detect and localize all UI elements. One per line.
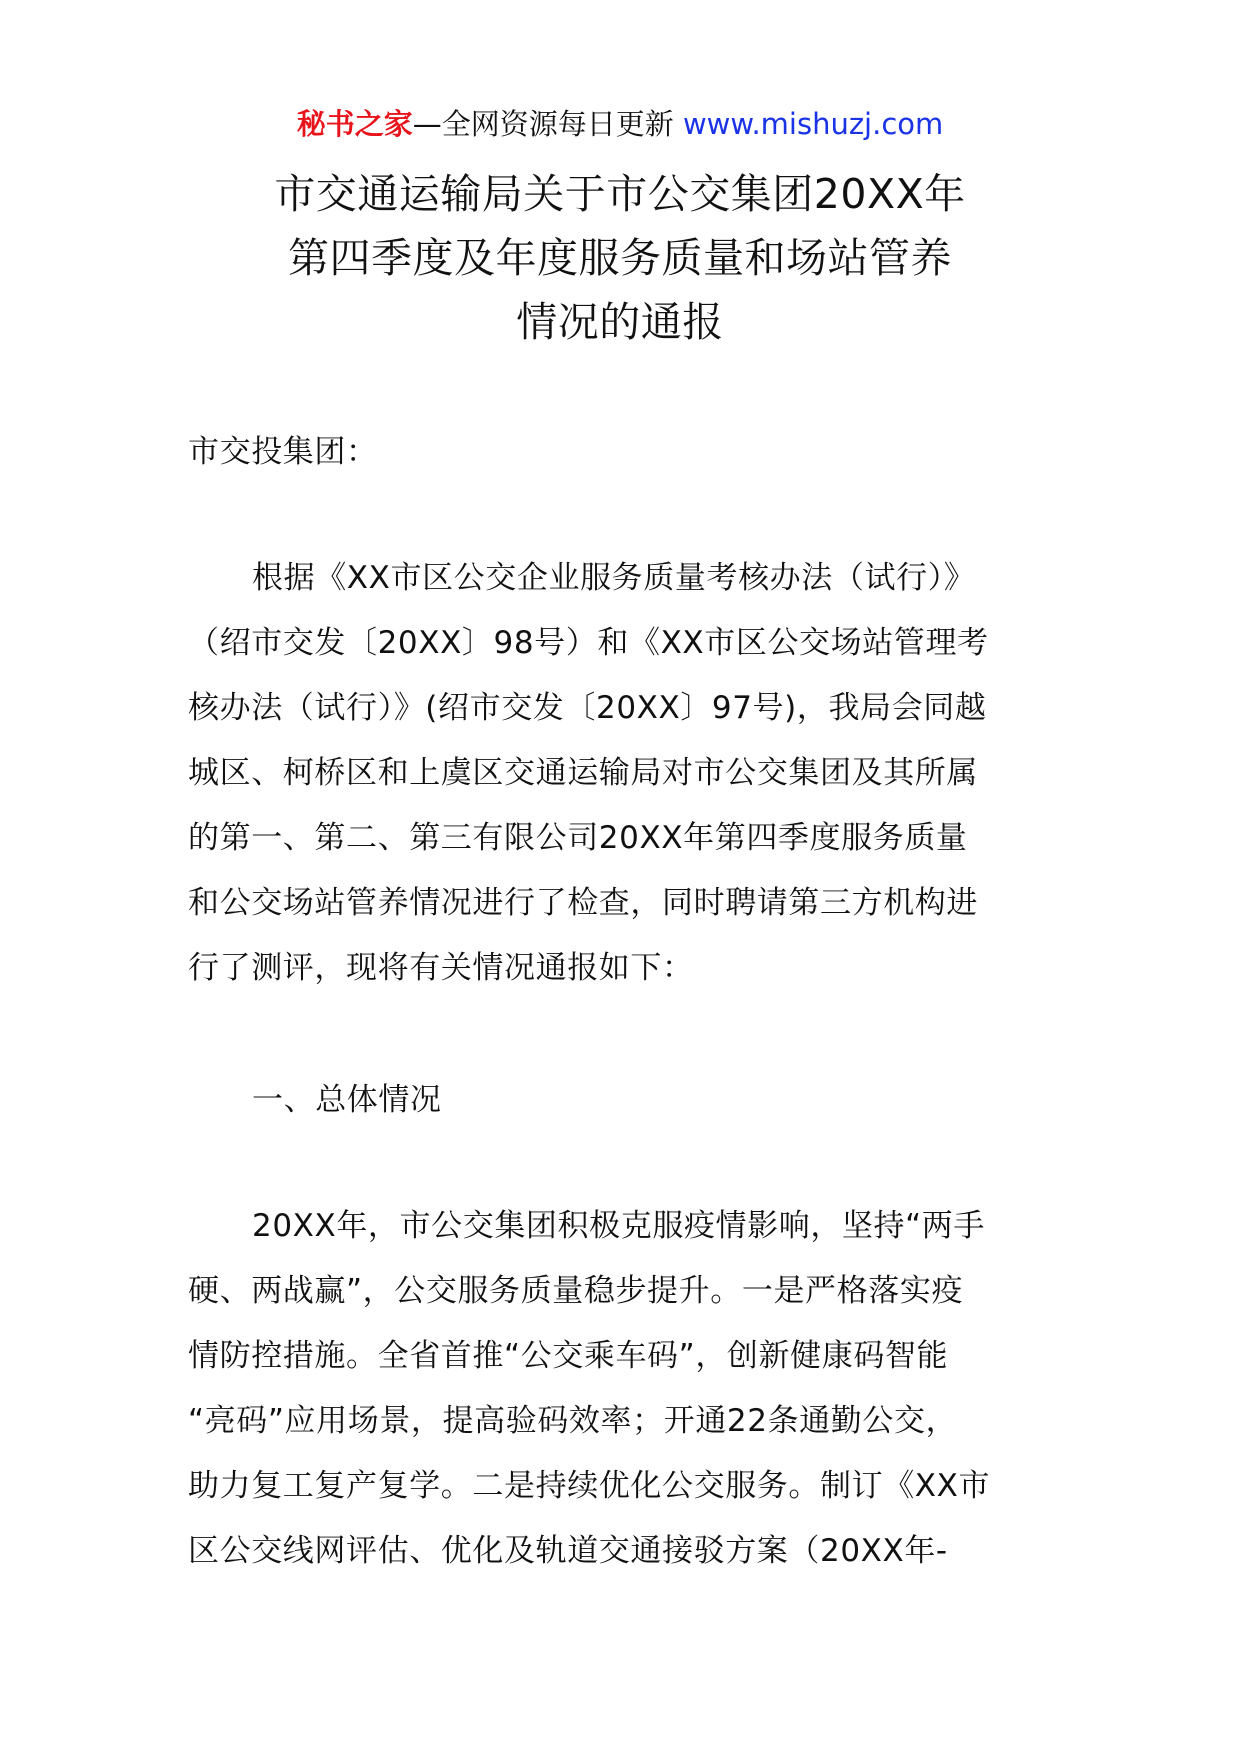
paragraph-line: 硬、两战赢”，公交服务质量稳步提升。一是严格落实疫 — [188, 1273, 964, 1309]
paragraph-line: 区公交线网评估、优化及轨道交通接驳方案（20XX年- — [188, 1533, 948, 1569]
watermark-tagline: —全网资源每日更新 — [412, 107, 683, 141]
title-line: 市交通运输局关于市公交集团20XX年 — [274, 170, 966, 218]
paragraph-line: 20XX年，市公交集团积极克服疫情影响，坚持“两手 — [252, 1208, 985, 1244]
paragraph-line: 和公交场站管养情况进行了检查，同时聘请第三方机构进 — [188, 885, 978, 921]
paragraph-line: 根据《XX市区公交企业服务质量考核办法（试行）》 — [252, 560, 976, 596]
watermark-header — [0, 104, 1240, 144]
section-heading — [188, 1068, 1068, 1133]
salutation-text: 市交投集团： — [188, 434, 378, 470]
paragraph-line: 情防控措施。全省首推“公交乘车码”，创新健康码智能 — [188, 1338, 949, 1374]
paragraph-line: “亮码”应用场景，提高验码效率；开通22条通勤公交， — [188, 1403, 958, 1439]
paragraph-line: 城区、柯桥区和上虞区交通运输局对市公交集团及其所属 — [188, 755, 978, 791]
paragraph-line: 助力复工复产复学。二是持续优化公交服务。制订《XX市 — [188, 1468, 991, 1504]
title-line: 第四季度及年度服务质量和场站管养 — [288, 234, 952, 282]
watermark-url[interactable]: www.mishuzj.com — [682, 107, 944, 141]
paragraph-overview — [188, 1194, 1068, 1584]
paragraph-intro — [188, 546, 1068, 1001]
paragraph-line: 行了测评，现将有关情况通报如下： — [188, 950, 694, 986]
title-line: 情况的通报 — [516, 298, 724, 346]
paragraph-line: 的第一、第二、第三有限公司20XX年第四季度服务质量 — [188, 820, 968, 856]
section-heading-text: 一、总体情况 — [252, 1082, 442, 1118]
paragraph-line: （绍市交发〔20XX〕98号）和《XX市区公交场站管理考 — [188, 625, 989, 661]
paragraph-line: 核办法（试行）》(绍市交发〔20XX〕97号)，我局会同越 — [188, 690, 987, 726]
document-title — [190, 162, 1050, 354]
salutation — [188, 420, 1068, 485]
watermark-brand: 秘书之家 — [296, 107, 413, 141]
